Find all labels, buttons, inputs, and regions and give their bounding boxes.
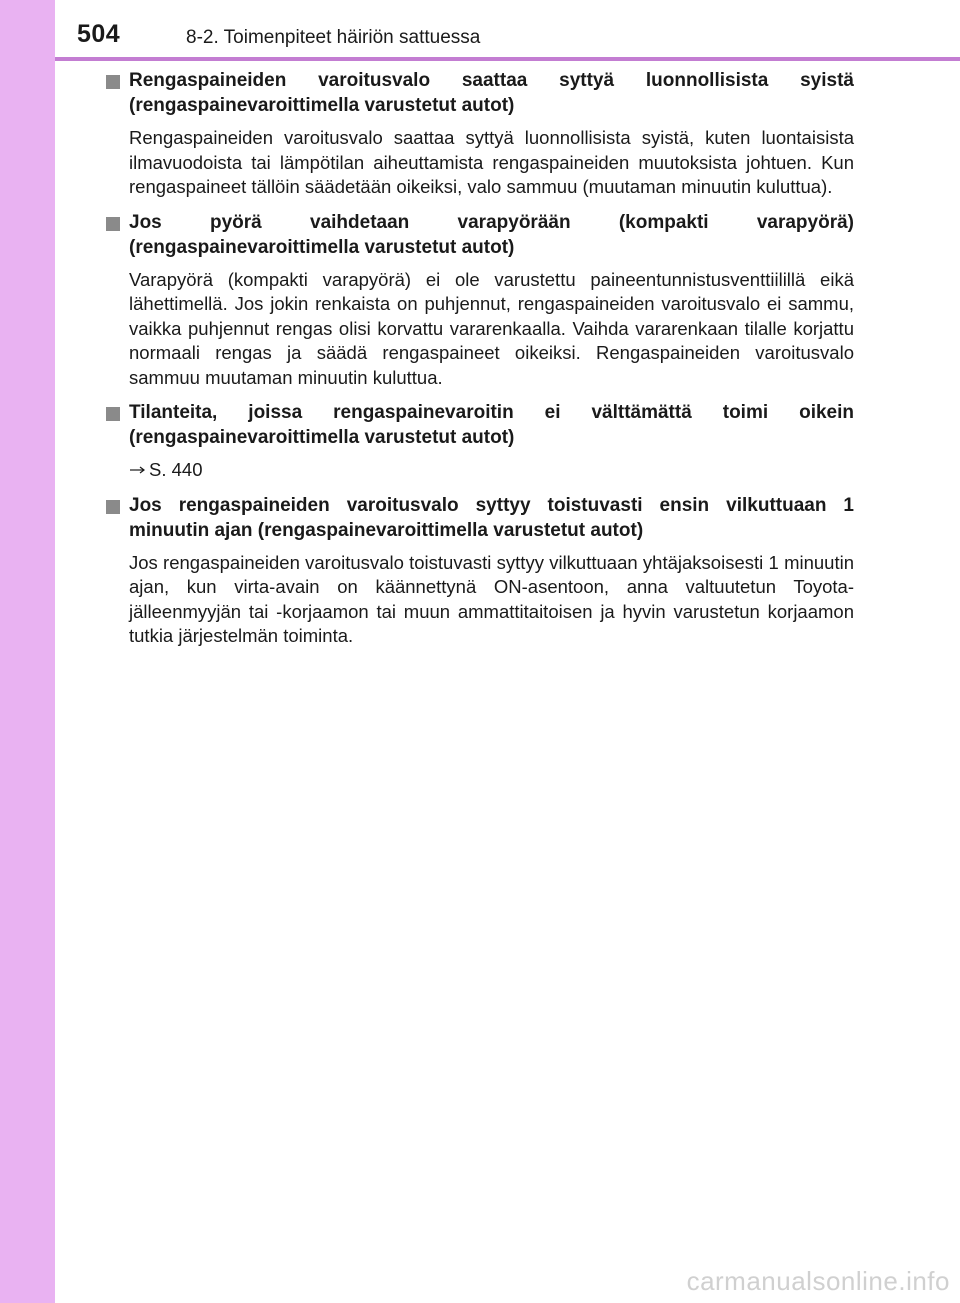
square-bullet-icon xyxy=(106,500,120,514)
section-heading-row xyxy=(106,493,854,543)
page-content xyxy=(106,68,854,659)
header-rule xyxy=(55,57,960,61)
section-heading: Jos pyörä vaihdetaan varapyörään (kompakti varapyörä) (rengaspainevaroittimella varustetut autot) xyxy=(129,211,854,258)
section-heading: Jos rengaspaineiden varoitusvalo syttyy toistuvasti ensin vilkuttuaan 1 minuutin ajan (rengaspainevaroittimella varustetut autot) xyxy=(129,494,854,541)
square-bullet-icon xyxy=(106,407,120,421)
section-1 xyxy=(106,68,854,200)
section-heading: Tilanteita, joissa rengaspainevaroitin ei välttämättä toimi oikein (rengaspainevaroittimella varustetut autot) xyxy=(129,402,854,448)
section-4 xyxy=(106,493,854,649)
page-number-tab xyxy=(0,0,55,60)
section-2 xyxy=(106,210,854,391)
section-heading-row xyxy=(106,400,854,450)
section-body: Jos rengaspaineiden varoitusvalo toistuvasti syttyy vilkuttuaan yhtäjaksoisesti 1 minuutin ajan, kun virta-avain on käännettynä ON-asentoon, anna valtuutetun Toyota-jälleenmyyjän tai -korjaamon tai muun ammattitaitoisen ja hyvin varustetun korjaamon tutkia järjestelmän toiminta. xyxy=(129,551,854,646)
watermark: carmanualsonline.info xyxy=(686,1266,950,1296)
side-color-band xyxy=(0,0,55,1303)
section-body: Rengaspaineiden varoitusvalo saattaa syttyä luonnollisista syistä, kuten luontaisista ilmavuodoista tai lämpötilan aiheuttamista rengaspaineiden muutoksista johtuen. Kun rengaspaineet tällöin säädetään oikeiksi, valo sammuu (muutaman minuutin kuluttua). xyxy=(129,127,854,197)
page-reference-text[interactable]: S. 440 xyxy=(149,459,203,480)
section-heading: Rengaspaineiden varoitusvalo saattaa syttyä luonnollisista syistä (rengaspainevaroittimella varustetut autot) xyxy=(129,70,854,116)
section-3 xyxy=(106,400,854,483)
section-heading-row xyxy=(106,68,854,118)
square-bullet-icon xyxy=(106,75,120,89)
page-number: 504 xyxy=(77,20,121,48)
arrow-right-icon xyxy=(129,464,147,476)
square-bullet-icon xyxy=(106,217,120,231)
section-heading-row xyxy=(106,210,854,260)
section-body: Varapyörä (kompakti varapyörä) ei ole varustettu paineentunnistusventtiilillä eikä lähettimellä. Jos jokin renkaista on puhjennut, rengaspaineiden varoitusvalo ei sammu, vaikka puhjennut rengas olisi korvattu vararenkaalla. Vaihda vararenkaan tilalle korjattu normaali rengas ja säädä rengaspaineet oikeiksi. Rengaspaineiden varoitusvalo sammuu muutaman minuutin kuluttua. xyxy=(129,268,854,388)
section-title: 8-2. Toimenpiteet häiriön sattuessa xyxy=(186,27,481,48)
page-reference[interactable] xyxy=(129,458,854,483)
